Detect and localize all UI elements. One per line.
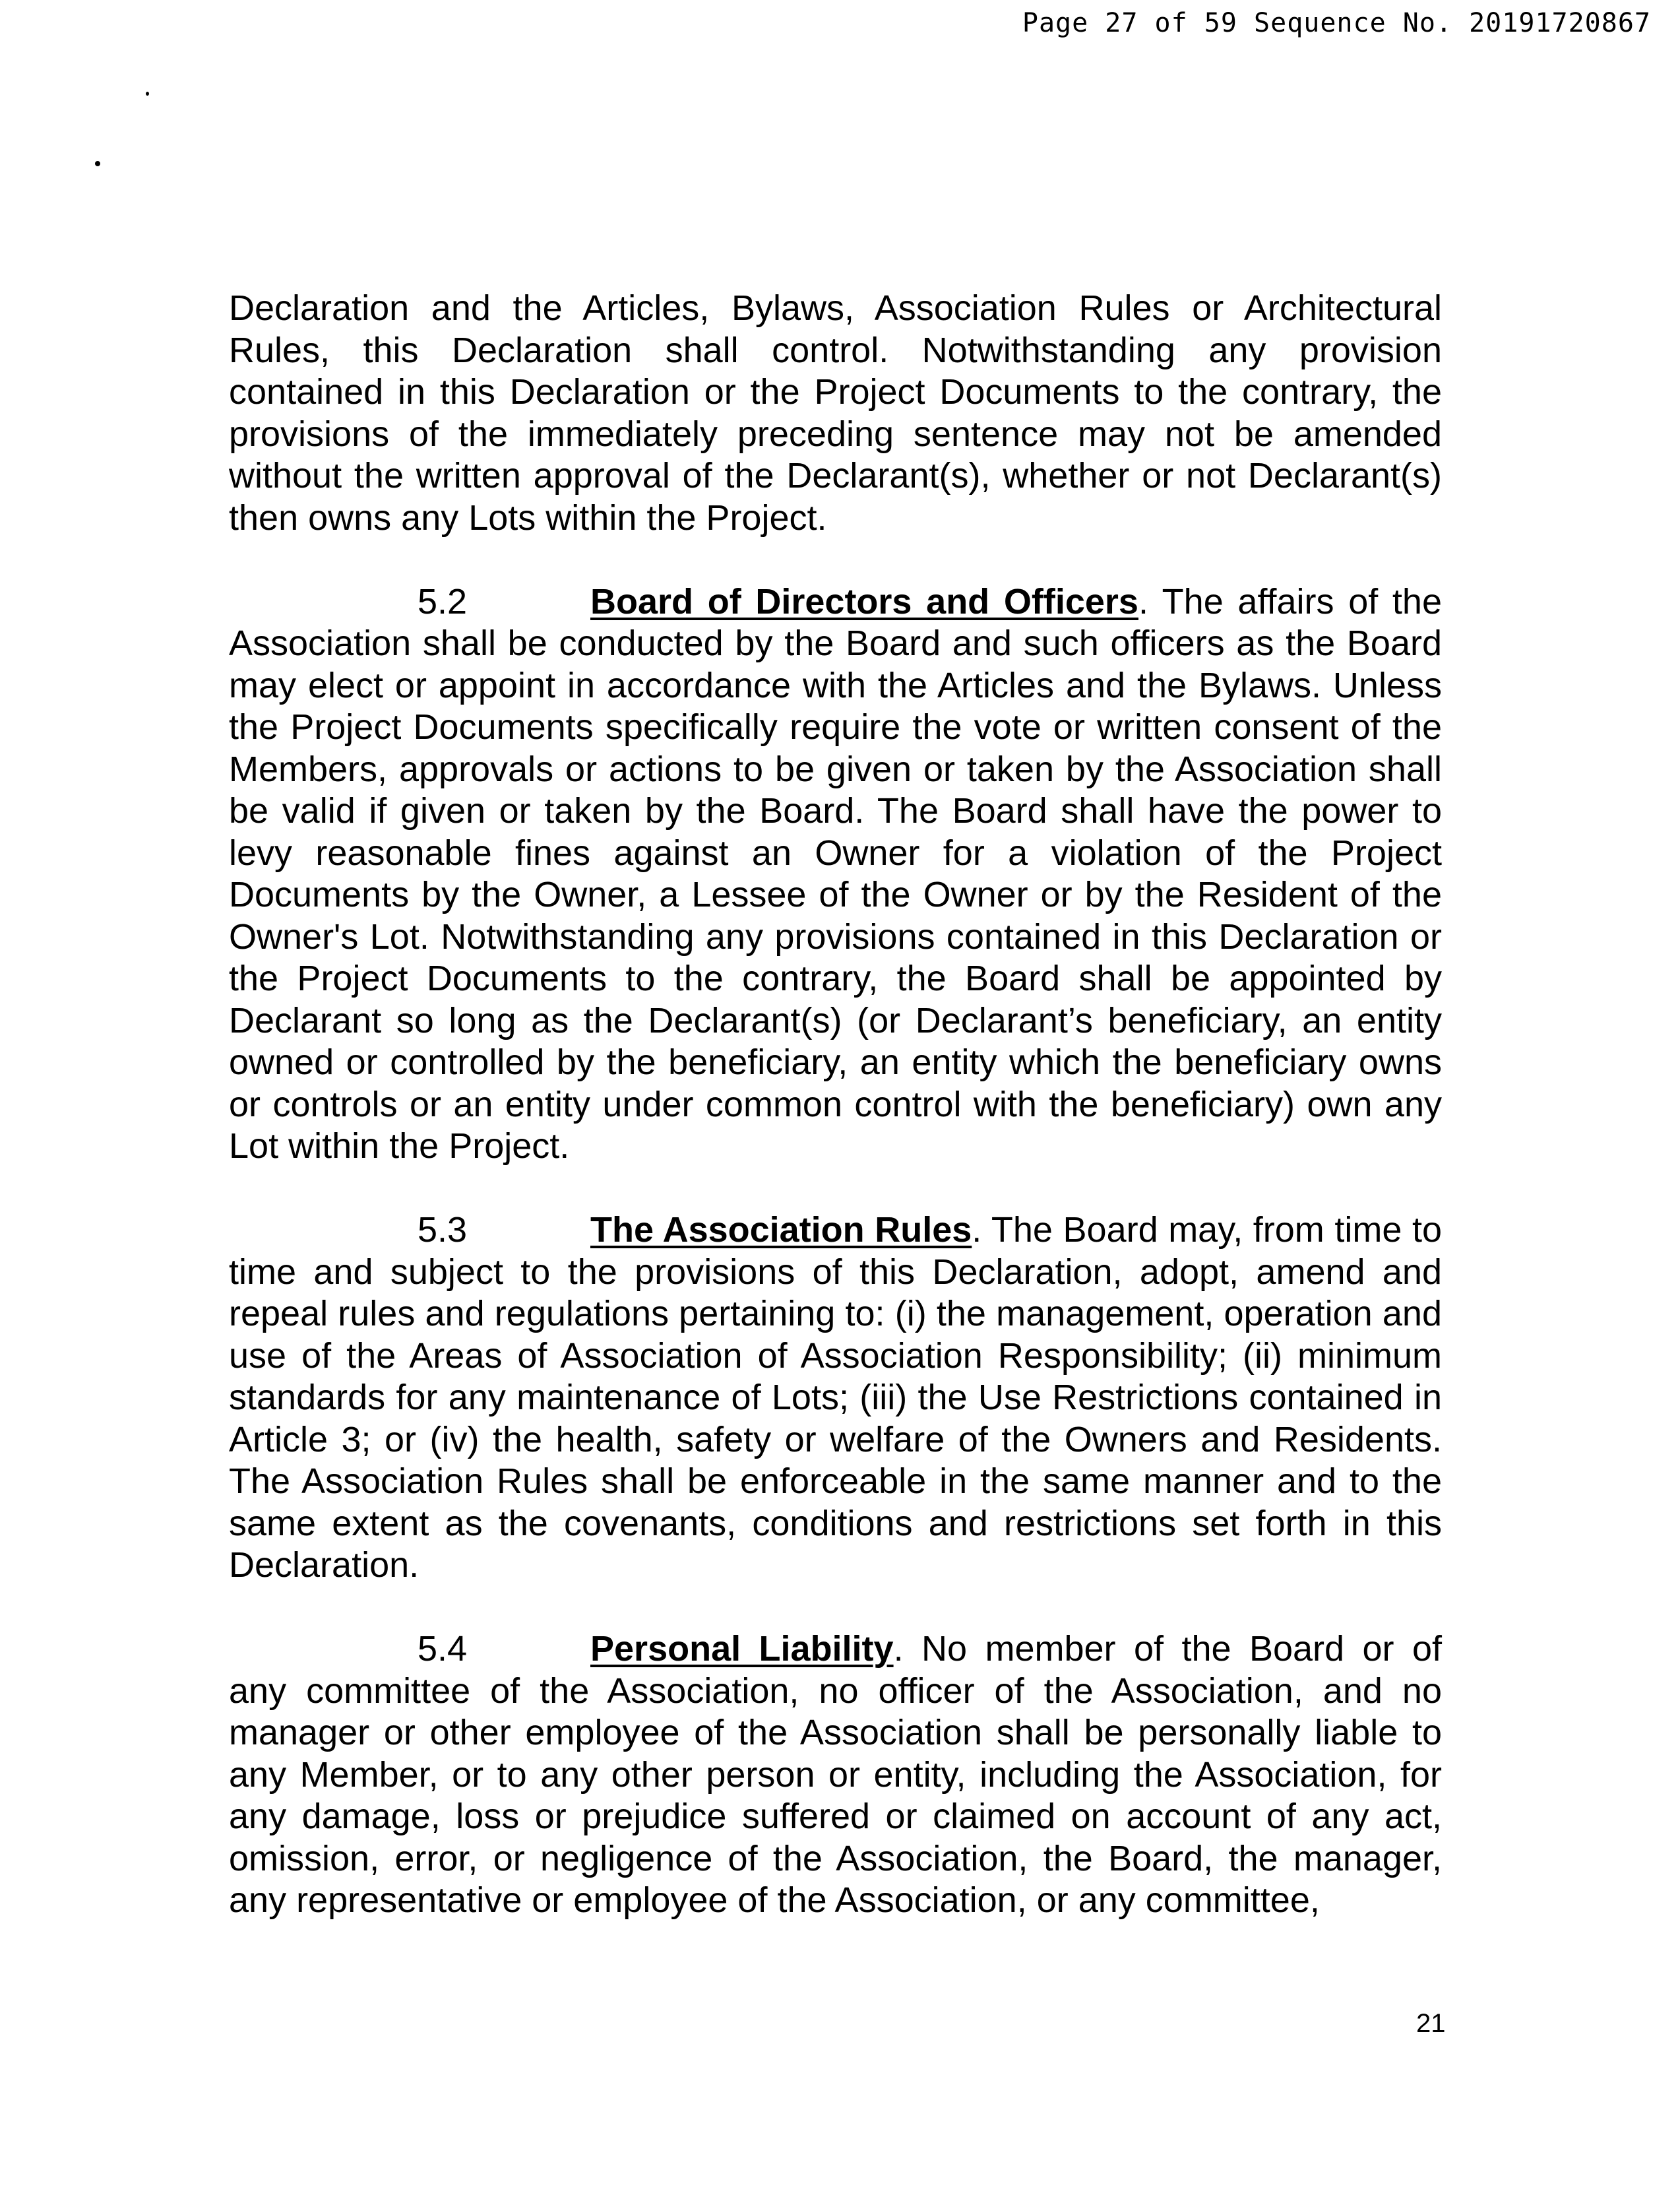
- section-number: 5.4: [418, 1629, 468, 1669]
- section-body: . The affairs of the Association shall be conducted by the Board and such officers as the Board may elect or appoint in accordance with the Articles and the Bylaws. Unless the Project Documents specifically require the vote or written consent of the Members, approvals or actions to be given or taken by the Association shall be valid if given or taken by the Board. The Board shall have the power to levy reasonable fines against an Owner for a violation of the Project Documents by the Owner, a Lessee of the Owner or by the Resident of the Owner's Lot. Notwithstanding any provisions contained in this Declaration or the Project Documents to the contrary, the Board shall be appointed by Declarant so long as the Declarant(s) (or Declarant’s beneficiary, an entity owned or controlled by the beneficiary, an entity which the beneficiary owns or controls or an entity under common control with the beneficiary) own any Lot within the Project.: [229, 581, 1442, 1166]
- scan-speck: [95, 161, 100, 166]
- scan-speck: [146, 92, 149, 96]
- section-5-2: [229, 581, 1442, 1168]
- section-5-3: [229, 1209, 1442, 1587]
- document-body: [229, 288, 1442, 1922]
- section-title: Personal Liability: [590, 1629, 894, 1669]
- page-number: 21: [1416, 2009, 1446, 2038]
- section-title: The Association Rules: [590, 1210, 972, 1250]
- section-5-4: [229, 1628, 1442, 1922]
- page-sequence-header: Page 27 of 59 Sequence No. 20191720867: [1022, 8, 1651, 38]
- continued-paragraph: Declaration and the Articles, Bylaws, Association Rules or Architectural Rules, this Declaration shall control. Notwithstanding any provision contained in this Declaration or the Project Documents to the contrary, the provisions of the immediately preceding sentence may not be amended without the written approval of the Declarant(s), whether or not Declarant(s) then owns any Lots within the Project.: [229, 288, 1442, 538]
- section-body: . No member of the Board or of any committee of the Association, no officer of the Association, and no manager or other employee of the Association shall be personally liable to any Member, or to any other person or entity, including the Association, for any damage, loss or prejudice suffered or claimed on account of any act, omission, error, or negligence of the Association, the Board, the manager, any representative or employee of the Association, or any committee,: [229, 1629, 1442, 1920]
- section-title: Board of Directors and Officers: [590, 581, 1138, 621]
- section-number: 5.3: [418, 1210, 468, 1250]
- section-body: . The Board may, from time to time and subject to the provisions of this Declaration, adopt, amend and repeal rules and regulations pertaining to: (i) the management, operation and use of the Areas of Association of Association Responsibility; (ii) minimum standards for any maintenance of Lots; (iii) the Use Restrictions contained in Article 3; or (iv) the health, safety or welfare of the Owners and Residents. The Association Rules shall be enforceable in the same manner and to the same extent as the covenants, conditions and restrictions set forth in this Declaration.: [229, 1210, 1442, 1585]
- section-number: 5.2: [418, 581, 468, 621]
